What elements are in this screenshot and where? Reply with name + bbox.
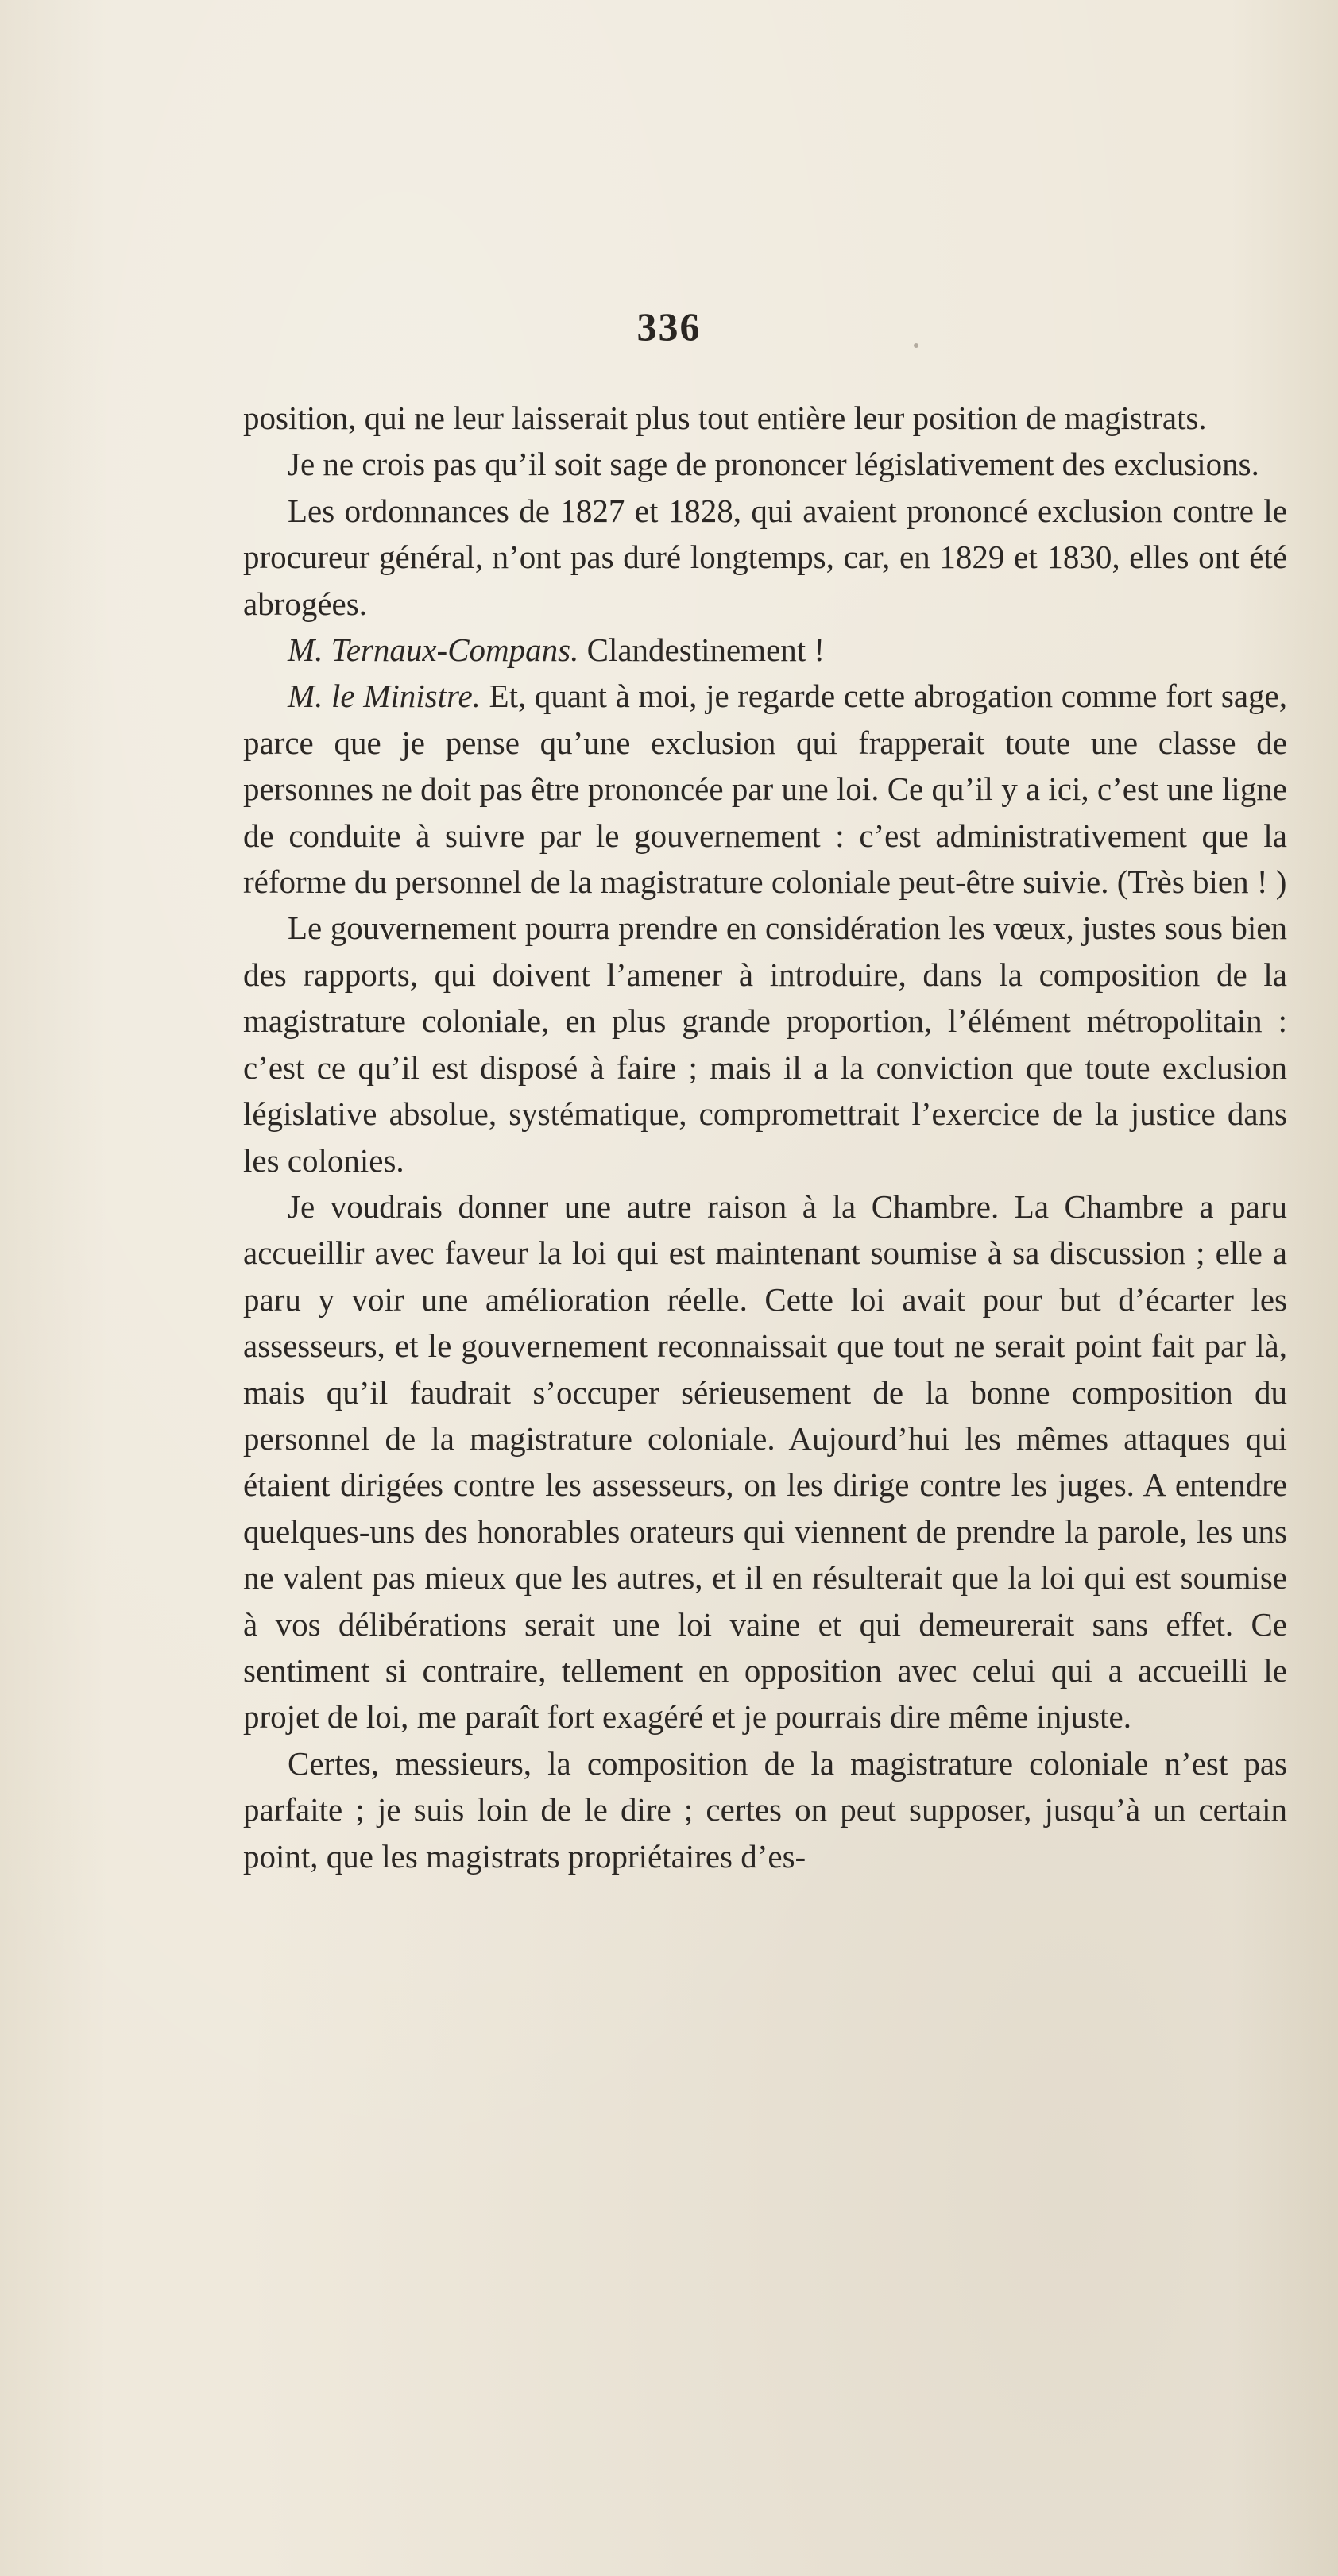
speaker-name: M. Ternaux-Compans. (288, 631, 579, 669)
speaker-name: M. le Ministre. (288, 678, 481, 715)
paragraph-text: Et, quant à moi, je regarde cette abrogation comme fort sage, parce que je pense qu’une exclusion qui frapperait toute une classe de personnes ne doit pas être prononcée par une loi. Ce qu’il y a ici, c’est une ligne de conduite à suivre par le gouvernement : c’est administrativement que la réforme du personnel de la magistrature coloniale peut-être suivie. (Très bien ! ) (243, 678, 1287, 901)
paragraph (243, 1740, 1287, 1879)
paragraph-text: Je ne crois pas qu’il soit sage de prononcer législativement des exclusions. (288, 446, 1259, 483)
paragraph-text: Les ordonnances de 1827 et 1828, qui avaient prononcé exclusion contre le procureur général, n’ont pas duré longtemps, car, en 1829 et 1830, elles ont été abrogées. (243, 492, 1287, 622)
paragraph (243, 1184, 1287, 1740)
paragraph-text: Je voudrais donner une autre raison à la Chambre. La Chambre a paru accueillir avec faveur la loi qui est maintenant soumise à sa discussion ; elle a paru y voir une amélioration réelle. Cette loi avait pour but d’écarter les assesseurs, et le gouvernement reconnaissait que tout ne serait point fait par là, mais qu’il faudrait s’occuper sérieusement de la bonne composition du personnel de la magistrature coloniale. Aujourd’hui les mêmes attaques qui étaient dirigées contre les assesseurs, on les dirige contre les juges. A entendre quelques-uns des honorables orateurs qui viennent de prendre la parole, les uns ne valent pas mieux que les autres, et il en résulterait que la loi qui est soumise à vos délibérations serait une loi vaine et qui demeurerait sans effet. Ce sentiment si contraire, tellement en opposition avec celui qui a accueilli le projet de loi, me paraît fort exagéré et je pourrais dire même injuste. (243, 1188, 1287, 1736)
ink-speck (914, 343, 918, 348)
paragraph (243, 441, 1287, 487)
speech-paragraph (243, 673, 1287, 905)
paragraph (243, 905, 1287, 1183)
body-text (243, 395, 1287, 1879)
paragraph-text: Clandestinement ! (578, 631, 826, 669)
paragraph (243, 488, 1287, 627)
paragraph-text: Le gouvernement pourra prendre en considération les vœux, justes sous bien des rapports, qui doivent l’amener à introduire, dans la composition de la magistrature coloniale, en plus grande proportion, l’élément métropolitain : c’est ce qu’il est disposé à faire ; mais il a la conviction que toute exclusion législative absolue, systématique, compromettrait l’exercice de la justice dans les colonies. (243, 910, 1287, 1179)
paragraph-continuation (243, 395, 1287, 441)
speech-paragraph (243, 627, 1287, 673)
paragraph-text: position, qui ne leur laisserait plus tout entière leur position de magistrats. (243, 400, 1207, 436)
paragraph-text: Certes, messieurs, la composition de la magistrature coloniale n’est pas parfaite ; je suis loin de le dire ; certes on peut supposer, jusqu’à un certain point, que les magistrats propriétaires d’es- (243, 1744, 1287, 1875)
page-number: 336 (636, 304, 702, 349)
